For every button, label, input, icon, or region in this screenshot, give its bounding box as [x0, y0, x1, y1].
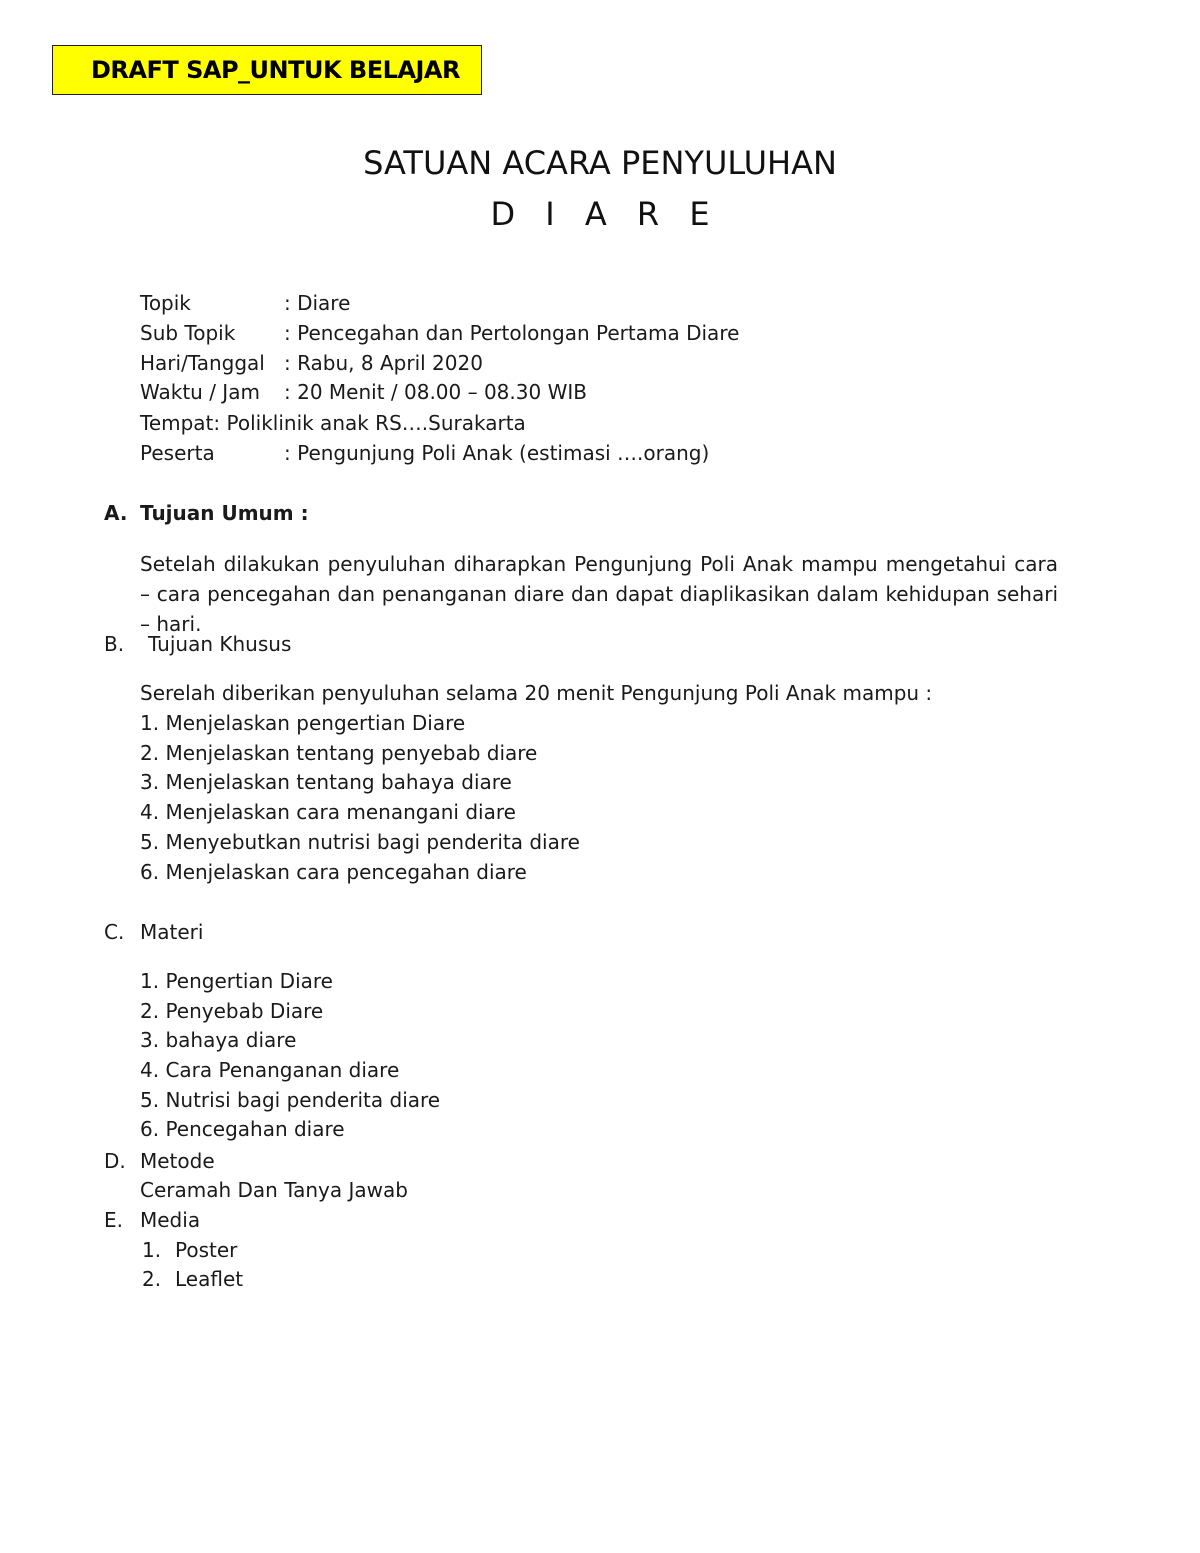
list-item: 2. Penyebab Diare: [140, 999, 324, 1023]
media-item-number: 1.: [142, 1238, 162, 1262]
info-row-tempat: [140, 411, 526, 435]
media-item: Leaflet: [175, 1267, 244, 1291]
info-label: Peserta: [140, 441, 215, 465]
info-row-subtopik: [140, 321, 739, 345]
list-item: 5. Nutrisi bagi penderita diare: [140, 1088, 441, 1112]
section-e-letter: E.: [104, 1208, 123, 1232]
info-value: : Rabu, 8 April 2020: [284, 351, 483, 375]
list-item: 5. Menyebutkan nutrisi bagi penderita diare: [140, 830, 580, 854]
info-value: : 20 Menit / 08.00 – 08.30 WIB: [284, 380, 587, 404]
info-value: Tempat: Poliklinik anak RS….Surakarta: [140, 411, 526, 435]
document-subtitle: D I A R E: [490, 195, 720, 233]
list-item: 6. Pencegahan diare: [140, 1117, 345, 1141]
section-b-intro: Serelah diberikan penyuluhan selama 20 menit Pengunjung Poli Anak mampu :: [140, 681, 933, 705]
section-b-letter: B.: [104, 632, 125, 656]
list-item: 4. Cara Penanganan diare: [140, 1058, 400, 1082]
list-item: 2. Menjelaskan tentang penyebab diare: [140, 741, 538, 765]
media-item-number: 2.: [142, 1267, 162, 1291]
document-title: SATUAN ACARA PENYULUHAN: [363, 144, 837, 182]
info-label: Waktu / Jam: [140, 380, 260, 404]
section-d-letter: D.: [104, 1149, 126, 1173]
list-item: 4. Menjelaskan cara menangani diare: [140, 800, 516, 824]
info-label: Sub Topik: [140, 321, 236, 345]
info-row-waktu: [140, 380, 587, 404]
info-value: : Pengunjung Poli Anak (estimasi ….orang): [284, 441, 710, 465]
list-item: 1. Pengertian Diare: [140, 969, 333, 993]
list-item: 3. Menjelaskan tentang bahaya diare: [140, 770, 512, 794]
info-row-peserta: [140, 441, 709, 465]
list-item: 1. Menjelaskan pengertian Diare: [140, 711, 466, 735]
list-item: 3. bahaya diare: [140, 1028, 297, 1052]
list-item: 6. Menjelaskan cara pencegahan diare: [140, 860, 527, 884]
section-d-body: Ceramah Dan Tanya Jawab: [140, 1178, 408, 1202]
draft-banner: DRAFT SAP_UNTUK BELAJAR: [52, 45, 482, 95]
section-c-heading: Materi: [140, 920, 204, 944]
info-value: : Pencegahan dan Pertolongan Pertama Diare: [284, 321, 740, 345]
media-item: Poster: [175, 1238, 238, 1262]
section-a-heading: Tujuan Umum :: [140, 501, 309, 525]
section-a-letter: A.: [104, 501, 128, 525]
section-c-letter: C.: [104, 920, 125, 944]
section-d-heading: Metode: [140, 1149, 215, 1173]
info-value: : Diare: [284, 291, 351, 315]
section-a-body: Setelah dilakukan penyuluhan diharapkan Pengunjung Poli Anak mampu mengetahui cara – cara pencegahan dan penanganan diare dan dapat diaplikasikan dalam kehidupan sehari – hari.: [140, 552, 1058, 636]
info-label: Hari/Tanggal: [140, 351, 265, 375]
info-row-topik: [140, 291, 350, 315]
info-label: Topik: [140, 291, 191, 315]
section-e-heading: Media: [140, 1208, 201, 1232]
section-b-heading: Tujuan Khusus: [148, 632, 292, 656]
info-row-hari-tanggal: [140, 351, 483, 375]
